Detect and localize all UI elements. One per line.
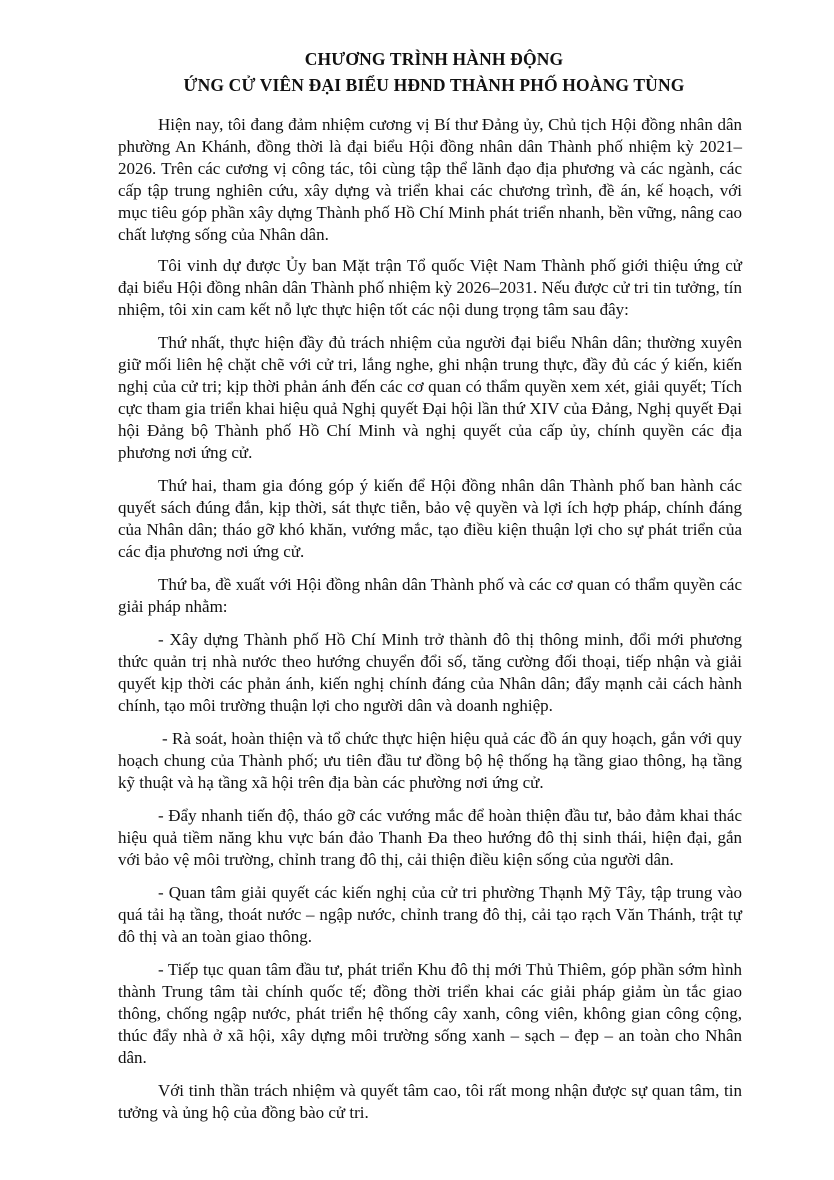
list-item-thanh-da: - Đẩy nhanh tiến độ, tháo gỡ các vướng mắc để hoàn thiện đầu tư, bảo đảm khai thác hiệu quả tiềm năng khu vực bán đảo Thanh Đa theo hướng đô thị sinh thái, hiện đại, gắn với bảo vệ môi trường, chỉnh trang đô thị, cải thiện điều kiện sống của người dân. xyxy=(118,806,742,869)
list-item-planning: - Rà soát, hoàn thiện và tổ chức thực hiện hiệu quả các đồ án quy hoạch, gắn với quy hoạch chung của Thành phố; ưu tiên đầu tư đồng bộ hệ thống hạ tầng giao thông, hạ tầng kỹ thuật và hạ tầng xã hội trên địa bàn các phường nơi ứng cử. xyxy=(118,729,742,792)
list-item-thu-thiem: - Tiếp tục quan tâm đầu tư, phát triển Khu đô thị mới Thủ Thiêm, góp phần sớm hình thành Trung tâm tài chính quốc tế; đồng thời triển khai các giải pháp giảm ùn tắc giao thông, chống ngập nước, phát triển hệ thống cây xanh, công viên, không gian công cộng, thúc đẩy nhà ở xã hội, xây dựng môi trường sống xanh – sạch – đẹp – an toàn cho Nhân dân. xyxy=(118,960,742,1067)
paragraph-first-commitment: Thứ nhất, thực hiện đầy đủ trách nhiệm của người đại biểu Nhân dân; thường xuyên giữ mối liên hệ chặt chẽ với cử tri, lắng nghe, ghi nhận trung thực, đầy đủ các ý kiến, kiến nghị của cử tri; kịp thời phản ánh đến các cơ quan có thẩm quyền xem xét, giải quyết; Tích cực tham gia triển khai hiệu quả Nghị quyết Đại hội lần thứ XIV của Đảng, Nghị quyết Đại hội Đảng bộ Thành phố Hồ Chí Minh và nghị quyết của cấp ủy, chính quyền các địa phương nơi ứng cử. xyxy=(118,333,742,462)
paragraph-closing: Với tinh thần trách nhiệm và quyết tâm cao, tôi rất mong nhận được sự quan tâm, tin tưởng và ủng hộ của đồng bào cử tri. xyxy=(118,1081,742,1122)
paragraph-third-commitment: Thứ ba, đề xuất với Hội đồng nhân dân Thành phố và các cơ quan có thẩm quyền các giải pháp nhằm: xyxy=(118,575,742,616)
paragraph-introduction: Hiện nay, tôi đang đảm nhiệm cương vị Bí thư Đảng ủy, Chủ tịch Hội đồng nhân dân phường An Khánh, đồng thời là đại biểu Hội đồng nhân dân Thành phố nhiệm kỳ 2021–2026. Trên các cương vị công tác, tôi cùng tập thể lãnh đạo địa phương và các ngành, các cấp tập trung nghiên cứu, xây dựng và triển khai các chương trình, đề án, kế hoạch, với mục tiêu góp phần xây dựng Thành phố Hồ Chí Minh phát triển nhanh, bền vững, nâng cao chất lượng sống của Nhân dân. xyxy=(118,115,742,244)
list-item-smart-city: - Xây dựng Thành phố Hồ Chí Minh trở thành đô thị thông minh, đổi mới phương thức quản trị nhà nước theo hướng chuyển đổi số, tăng cường đối thoại, tiếp nhận và giải quyết kịp thời các phản ánh, kiến nghị chính đáng của Nhân dân; đẩy mạnh cải cách hành chính, tạo môi trường thuận lợi cho người dân và doanh nghiệp. xyxy=(118,630,742,715)
document-header xyxy=(110,46,758,98)
paragraph-nomination: Tôi vinh dự được Ủy ban Mặt trận Tổ quốc Việt Nam Thành phố giới thiệu ứng cử đại biểu Hội đồng nhân dân Thành phố nhiệm kỳ 2026–2031. Nếu được cử tri tin tưởng, tín nhiệm, tôi xin cam kết nỗ lực thực hiện tốt các nội dung trọng tâm sau đây: xyxy=(118,256,742,319)
list-item-thanh-my-tay: - Quan tâm giải quyết các kiến nghị của cử tri phường Thạnh Mỹ Tây, tập trung vào quá tải hạ tầng, thoát nước – ngập nước, chỉnh trang đô thị, cải tạo rạch Văn Thánh, trật tự đô thị và an toàn giao thông. xyxy=(118,883,742,946)
document-body xyxy=(118,114,742,1124)
document-subtitle: ỨNG CỬ VIÊN ĐẠI BIỂU HĐND THÀNH PHỐ HOÀNG TÙNG xyxy=(183,75,685,95)
paragraph-second-commitment: Thứ hai, tham gia đóng góp ý kiến để Hội đồng nhân dân Thành phố ban hành các quyết sách đúng đắn, kịp thời, sát thực tiễn, bảo vệ quyền và lợi ích hợp pháp, chính đáng của Nhân dân; tháo gỡ khó khăn, vướng mắc, tạo điều kiện thuận lợi cho sự phát triển của các địa phương nơi ứng cử. xyxy=(118,476,742,561)
document-title: CHƯƠNG TRÌNH HÀNH ĐỘNG xyxy=(304,49,564,69)
